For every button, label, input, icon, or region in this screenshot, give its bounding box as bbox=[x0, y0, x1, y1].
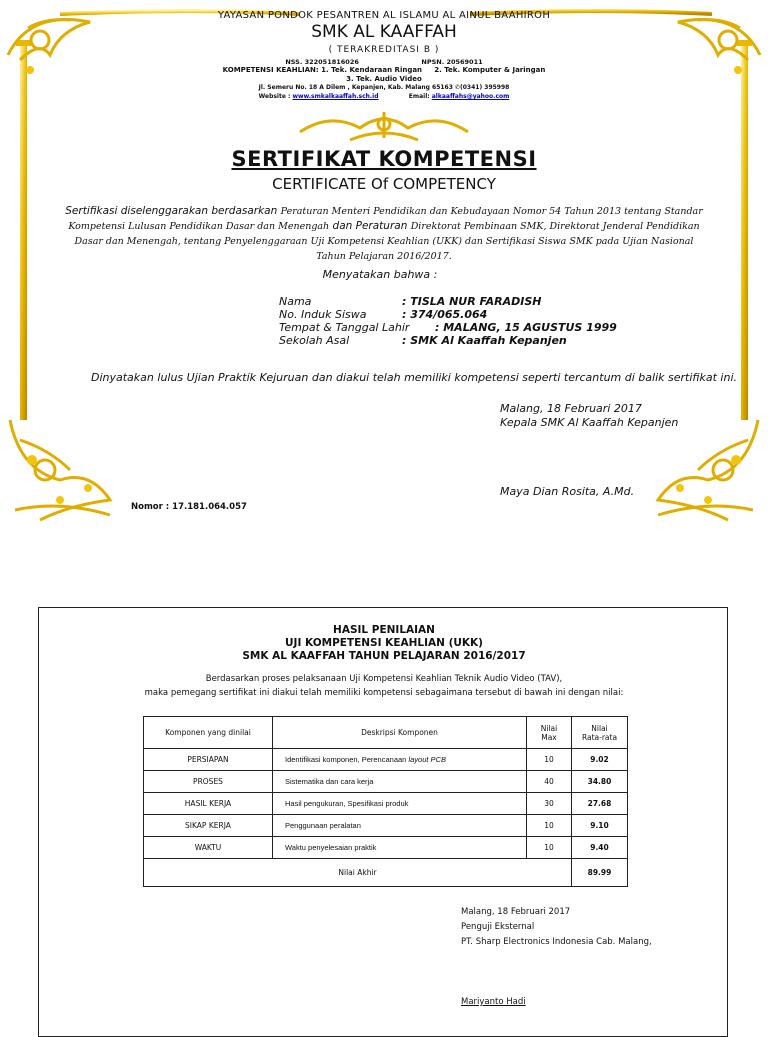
row-component: HASIL KERJA bbox=[144, 793, 273, 815]
field-label-name: Nama bbox=[279, 295, 312, 308]
row-component: PERSIAPAN bbox=[144, 749, 273, 771]
row-component: SIKAP KERJA bbox=[144, 815, 273, 837]
certificate-number: Nomor : 17.181.064.057 bbox=[131, 502, 247, 512]
email-link[interactable]: alkaaffahs@yahoo.com bbox=[431, 93, 510, 100]
npsn-number: NPSN. 20569011 bbox=[421, 58, 483, 66]
row-avg: 9.40 bbox=[572, 837, 628, 859]
nss-number: NSS. 322051816026 bbox=[285, 58, 359, 66]
table-row bbox=[144, 793, 628, 815]
col-avg-line2: Rata-rata bbox=[581, 732, 618, 742]
declaration: Menyatakan bahwa : bbox=[322, 268, 438, 281]
foundation-name: YAYASAN PONDOK PESANTREN AL ISLAMU AL AINUL BAAHIROH bbox=[217, 10, 551, 21]
field-value-name: : TISLA NUR FARADISH bbox=[402, 295, 542, 308]
col-max-line1: Nilai bbox=[540, 723, 558, 733]
intro-part4: Direktorat Pembinaan SMK, Direktorat Jenderal Pendidikan Dasar dan Menengah, tentang Penyelenggaraan Uji Kompetensi Keahlian (UKK) dan Sertifikasi Siswa SMK pada Ujian Nasional Tahun Pelajaran 2016/2017. bbox=[74, 221, 700, 262]
table-row bbox=[144, 749, 628, 771]
contact-line bbox=[0, 93, 768, 100]
table-row bbox=[144, 815, 628, 837]
field-label-birth: Tempat & Tanggal Lahir bbox=[279, 321, 410, 334]
signer-name: Maya Dian Rosita, A.Md. bbox=[500, 485, 635, 498]
row-description: Hasil pengukuran, Spesifikasi produk bbox=[273, 793, 527, 815]
field-value-birth: : MALANG, 15 AGUSTUS 1999 bbox=[435, 321, 617, 334]
row-max: 40 bbox=[527, 771, 572, 793]
row-max: 30 bbox=[527, 793, 572, 815]
passed-statement: Dinyatakan lulus Ujian Praktik Kejuruan dan diakui telah memiliki kompetensi seperti tercantum di balik sertifikat ini. bbox=[91, 371, 737, 384]
sign-position: Kepala SMK Al Kaaffah Kepanjen bbox=[500, 416, 679, 429]
row-description-text: Identifikasi komponen, Perencanaan bbox=[285, 755, 407, 764]
field-label-school: Sekolah Asal bbox=[279, 334, 350, 347]
final-score-row bbox=[144, 859, 628, 887]
results-heading3: SMK AL KAAFFAH TAHUN PELAJARAN 2016/2017 bbox=[242, 650, 526, 662]
table-header-row bbox=[144, 717, 628, 749]
table-row bbox=[144, 837, 628, 859]
intro-part1: Sertifikasi diselenggarakan berdasarkan bbox=[65, 205, 278, 217]
col-avg-line1: Nilai bbox=[591, 723, 608, 733]
col-component: Komponen yang dinilai bbox=[144, 717, 273, 749]
row-description bbox=[273, 749, 527, 771]
row-component: PROSES bbox=[144, 771, 273, 793]
row-avg: 9.10 bbox=[572, 815, 628, 837]
field-value-school: : SMK Al Kaaffah Kepanjen bbox=[402, 334, 567, 347]
intro-part2: Peraturan Menteri Pendidikan dan Kebudayaan Nomor 54 Tahun 2013 tentang Standar Kompetensi Lulusan Pendidikan Dasar dan Menengah bbox=[68, 206, 703, 232]
results-text1: Berdasarkan proses pelaksanaan Uji Kompetensi Keahlian Teknik Audio Video (TAV), bbox=[205, 674, 563, 684]
row-description-italic: layout PCB bbox=[408, 755, 446, 764]
row-max: 10 bbox=[527, 837, 572, 859]
accreditation: ( TERAKREDITASI B ) bbox=[328, 45, 440, 55]
row-avg: 27.68 bbox=[572, 793, 628, 815]
certificate-title: SERTIFIKAT KOMPETENSI bbox=[231, 147, 537, 171]
school-address: Jl. Semeru No. 18 A Dilem , Kepanjen, Kab. Malang 65163 ✆(0341) 395998 bbox=[258, 84, 510, 91]
row-avg: 9.02 bbox=[572, 749, 628, 771]
email-label: Email: bbox=[408, 93, 430, 100]
final-score-label: Nilai Akhir bbox=[144, 859, 572, 887]
final-score-value: 89.99 bbox=[572, 859, 628, 887]
row-max: 10 bbox=[527, 815, 572, 837]
results-heading1: HASIL PENILAIAN bbox=[333, 624, 435, 636]
examiner-name: Mariyanto Hadi bbox=[461, 997, 526, 1007]
website-link[interactable]: www.smkalkaaffah.sch.id bbox=[292, 93, 379, 100]
grades-table bbox=[143, 716, 628, 887]
col-avg bbox=[572, 717, 628, 749]
competencies-line2: 3. Tek. Audio Video bbox=[346, 75, 422, 83]
examiner-place-date: Malang, 18 Februari 2017 bbox=[461, 907, 571, 917]
table-row bbox=[144, 771, 628, 793]
intro-part3: dan Peraturan bbox=[332, 220, 408, 232]
school-ids bbox=[0, 58, 768, 66]
row-avg: 34.80 bbox=[572, 771, 628, 793]
school-name: SMK AL KAAFFAH bbox=[311, 22, 457, 42]
certificate-intro bbox=[60, 204, 708, 264]
row-description: Sistematika dan cara kerja bbox=[273, 771, 527, 793]
row-description: Waktu penyelesaian praktik bbox=[273, 837, 527, 859]
results-heading2: UJI KOMPETENSI KEAHLIAN (UKK) bbox=[285, 637, 483, 649]
field-value-student-id: : 374/065.064 bbox=[402, 308, 488, 321]
field-label-student-id: No. Induk Siswa bbox=[279, 308, 367, 321]
website-label: Website : bbox=[258, 93, 291, 100]
row-max: 10 bbox=[527, 749, 572, 771]
competencies-line1: KOMPETENSI KEAHLIAN: 1. Tek. Kendaraan Ringan 2. Tek. Komputer & Jaringan bbox=[222, 66, 546, 74]
col-max-line2: Max bbox=[541, 732, 557, 742]
certificate-subtitle: CERTIFICATE Of COMPETENCY bbox=[272, 175, 496, 193]
examiner-role: Penguji Eksternal bbox=[461, 922, 535, 932]
row-component: WAKTU bbox=[144, 837, 273, 859]
results-page bbox=[38, 607, 728, 1037]
sign-place-date: Malang, 18 Februari 2017 bbox=[500, 402, 642, 415]
col-description: Deskripsi Komponen bbox=[273, 717, 527, 749]
results-text2: maka pemegang sertifikat ini diakui telah memiliki kompetensi sebagaimana tersebut di bawah ini dengan nilai: bbox=[144, 688, 624, 698]
col-max bbox=[527, 717, 572, 749]
row-description: Penggunaan peralatan bbox=[273, 815, 527, 837]
examiner-company: PT. Sharp Electronics Indonesia Cab. Malang, bbox=[461, 937, 652, 947]
